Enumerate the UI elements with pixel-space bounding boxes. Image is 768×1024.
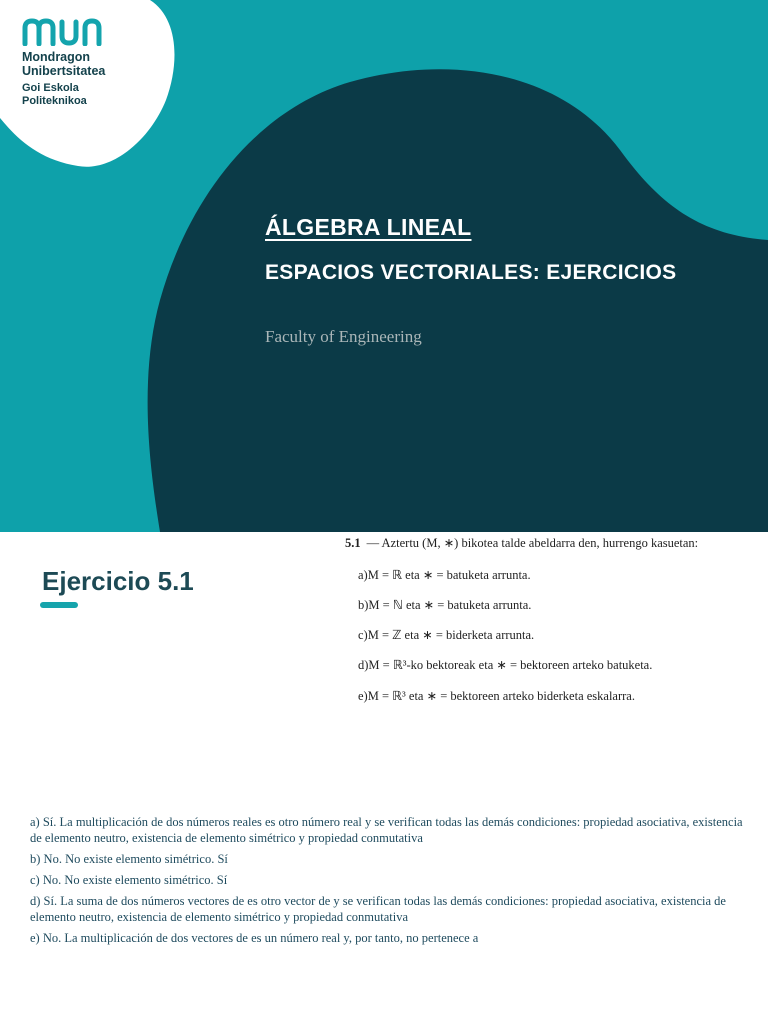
- exercise-title-underline: [40, 602, 78, 608]
- course-subtitle: ESPACIOS VECTORIALES: EJERCICIOS: [265, 261, 677, 284]
- logo-name-line2: Unibertsitatea: [22, 64, 106, 78]
- answer-b: b) No. No existe elemento simétrico. Sí: [30, 852, 228, 866]
- logo-name-line1: Mondragon: [22, 50, 91, 64]
- faculty-label: Faculty of Engineering: [265, 327, 422, 346]
- answer-a: a) Sí. La multiplicación de dos números reales es otro número real y se verifican todas las demás condiciones: propiedad asociativa, existencia de elemento neutro, existencia de elemento simétrico y propiedad conmutativa: [30, 815, 743, 845]
- answer-d: d) Sí. La suma de dos números vectores de es otro vector de y se verifican todas las demás condiciones: propiedad asociativa, existencia de elemento neutro, existencia de elemento simétrico y propiedad conmutativa: [30, 894, 726, 924]
- problem-statement: [345, 535, 768, 551]
- problem-item-a: a)M = ℝ eta ∗ = batuketa arrunta.: [358, 568, 531, 582]
- answers-block: [30, 814, 750, 951]
- problem-item-b: b)M = ℕ eta ∗ = batuketa arrunta.: [358, 598, 532, 612]
- problem-item-c: c)M = ℤ eta ∗ = biderketa arrunta.: [358, 628, 535, 642]
- answer-c: c) No. No existe elemento simétrico. Sí: [30, 873, 228, 887]
- mu-logo-icon: [22, 18, 104, 46]
- problem-item-e: e)M = ℝ³ eta ∗ = bektoreen arteko biderketa eskalarra.: [358, 689, 635, 703]
- answer-e: e) No. La multiplicación de dos vectores de es un número real y, por tanto, no pertenece a: [30, 931, 479, 945]
- course-title: ÁLGEBRA LINEAL: [265, 214, 472, 240]
- problem-number: 5.1: [345, 536, 361, 550]
- logo-school-line1: Goi Eskola: [22, 82, 79, 94]
- exercise-title: Ejercicio 5.1: [42, 566, 194, 596]
- problem-text: — Aztertu (M, ∗) bikotea talde abeldarra den, hurrengo kasuetan:: [366, 536, 699, 550]
- university-logo: [22, 18, 162, 108]
- problem-statement-block: [345, 535, 768, 703]
- problem-item-d: d)M = ℝ³-ko bektoreak eta ∗ = bektoreen arteko batuketa.: [358, 658, 653, 672]
- logo-school-line2: Politeknikoa: [22, 95, 87, 107]
- dark-teal-blob: [148, 69, 768, 532]
